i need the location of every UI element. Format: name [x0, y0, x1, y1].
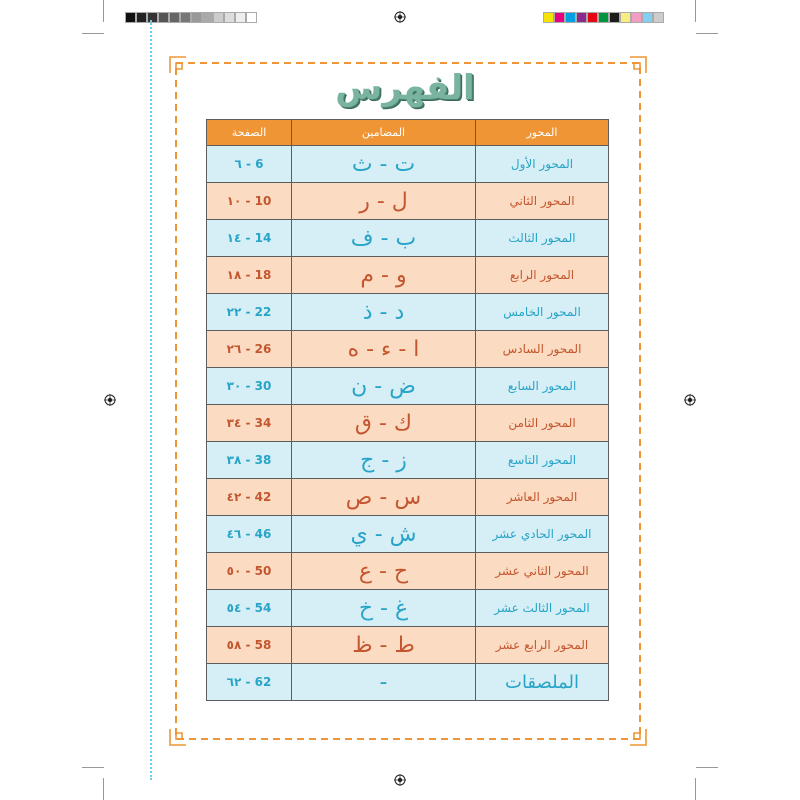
page-range: ١٤ - 14	[207, 220, 292, 257]
letters: غ - خ	[292, 590, 476, 627]
table-row	[207, 146, 609, 183]
table-row	[207, 405, 609, 442]
header-axis: المحور	[476, 120, 609, 146]
axis-name: المحور الثالث	[476, 220, 609, 257]
letters: ل - ر	[292, 183, 476, 220]
table-row	[207, 368, 609, 405]
crop-mark	[103, 778, 104, 800]
registration-mark-icon	[104, 394, 116, 406]
axis-name: المحور الرابع عشر	[476, 627, 609, 664]
table-row	[207, 664, 609, 701]
table-row	[207, 479, 609, 516]
axis-name: المحور العاشر	[476, 479, 609, 516]
crop-mark	[103, 0, 104, 22]
page-range: ٦٢ - 62	[207, 664, 292, 701]
crop-mark	[695, 778, 696, 800]
page-range: ٦ - 6	[207, 146, 292, 183]
table-row	[207, 220, 609, 257]
page-range: ٥٨ - 58	[207, 627, 292, 664]
letters: د - ذ	[292, 294, 476, 331]
letters: ض - ن	[292, 368, 476, 405]
axis-name: المحور السادس	[476, 331, 609, 368]
axis-name: المحور الحادي عشر	[476, 516, 609, 553]
crop-mark	[695, 0, 696, 22]
letters: ح - ع	[292, 553, 476, 590]
letters: س - ص	[292, 479, 476, 516]
page-range: ٥٠ - 50	[207, 553, 292, 590]
axis-name: المحور الثاني	[476, 183, 609, 220]
letters: ت - ث	[292, 146, 476, 183]
letters: ز - ج	[292, 442, 476, 479]
registration-mark-icon	[394, 11, 406, 23]
crop-mark	[82, 33, 104, 34]
table-row	[207, 553, 609, 590]
table-of-contents	[206, 119, 609, 701]
page-range: ١٨ - 18	[207, 257, 292, 294]
header-page: الصفحة	[207, 120, 292, 146]
page-range: ٤٦ - 46	[207, 516, 292, 553]
table-row	[207, 294, 609, 331]
crop-mark	[696, 767, 718, 768]
letters: ا - ء - ه	[292, 331, 476, 368]
page-range: ٥٤ - 54	[207, 590, 292, 627]
axis-name: المحور الخامس	[476, 294, 609, 331]
table-header-row	[207, 120, 609, 146]
letters: ك - ق	[292, 405, 476, 442]
grayscale-calibration-bar	[125, 12, 257, 23]
page-range: ٣٤ - 34	[207, 405, 292, 442]
page-range: ١٠ - 10	[207, 183, 292, 220]
page-range: ٢٦ - 26	[207, 331, 292, 368]
letters: ب - ف	[292, 220, 476, 257]
spine-guide-line	[150, 20, 152, 780]
color-calibration-bar	[543, 12, 664, 23]
page-range: ٣٨ - 38	[207, 442, 292, 479]
table-row	[207, 590, 609, 627]
table-row	[207, 183, 609, 220]
axis-name: المحور الثالث عشر	[476, 590, 609, 627]
page-range: ٢٢ - 22	[207, 294, 292, 331]
letters: -	[292, 664, 476, 701]
axis-name: الملصقات	[476, 664, 609, 701]
crop-mark	[696, 33, 718, 34]
header-contents: المضامين	[292, 120, 476, 146]
page-title: الفهرس	[335, 68, 475, 108]
letters: ش - ي	[292, 516, 476, 553]
table-row	[207, 331, 609, 368]
table-row	[207, 516, 609, 553]
axis-name: المحور الثاني عشر	[476, 553, 609, 590]
page-range: ٣٠ - 30	[207, 368, 292, 405]
axis-name: المحور السابع	[476, 368, 609, 405]
crop-mark	[82, 767, 104, 768]
table-row	[207, 442, 609, 479]
letters: و - م	[292, 257, 476, 294]
axis-name: المحور التاسع	[476, 442, 609, 479]
table-row	[207, 627, 609, 664]
page-range: ٤٢ - 42	[207, 479, 292, 516]
letters: ط - ظ	[292, 627, 476, 664]
axis-name: المحور الأول	[476, 146, 609, 183]
registration-mark-icon	[684, 394, 696, 406]
table-row	[207, 257, 609, 294]
axis-name: المحور الثامن	[476, 405, 609, 442]
axis-name: المحور الرابع	[476, 257, 609, 294]
registration-mark-icon	[394, 774, 406, 786]
